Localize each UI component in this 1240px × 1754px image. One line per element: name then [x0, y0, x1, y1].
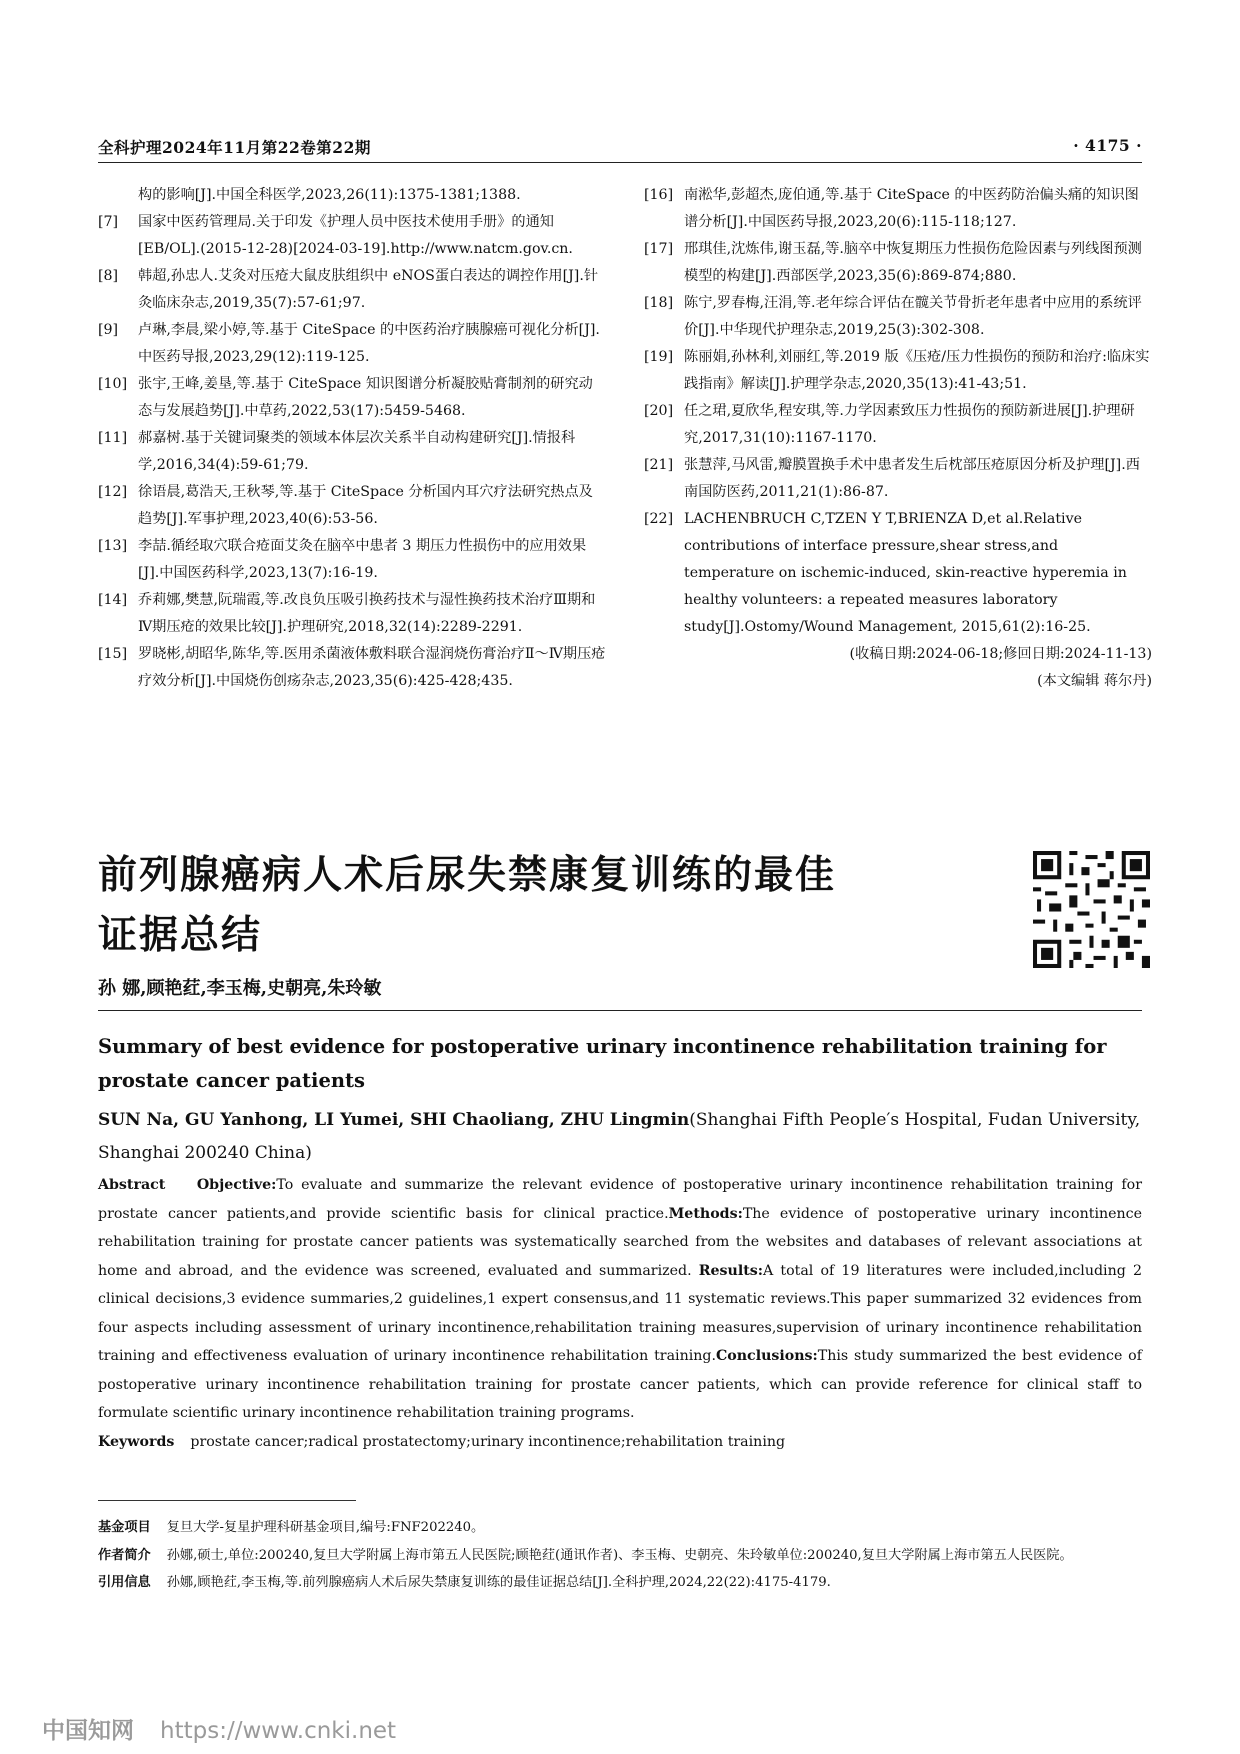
fund-note: 基金项目 复旦大学-复星护理科研基金项目,编号:FNF202240。 — [98, 1520, 485, 1535]
reference-item: [8] 韩超,孙忠人.艾灸对压疮大鼠皮肤组织中 eNOS蛋白表达的调控作用[J].针灸临床杂志,2019,35(7):57-61;97. — [98, 268, 599, 311]
reference-item: [13] 李喆.循经取穴联合疮面艾灸在脑卒中患者 3 期压力性损伤中的应用效果[J].中国医药科学,2023,13(7):16-19. — [98, 538, 587, 581]
affiliation-en: (Shanghai Fifth People′s Hospital, Fudan University, Shanghai 200240 China) — [98, 1110, 1141, 1163]
header-rule — [98, 162, 1142, 163]
footnotes — [98, 1514, 1142, 1597]
reference-item: [7] 国家中医药管理局.关于印发《护理人员中医技术使用手册》的通知[EB/OL].(2015-12-28)[2024-03-19].http://www.natcm.gov.cn. — [98, 214, 573, 257]
conclusions-label: Conclusions: — [715, 1348, 818, 1364]
cnki-url: https://www.cnki.net — [160, 1718, 397, 1744]
page-number: · 4175 · — [1073, 136, 1142, 155]
reference-item: [17] 邢琪佳,沈炼伟,谢玉磊,等.脑卒中恢复期压力性损伤危险因素与列线图预测模型的构建[J].西部医学,2023,35(6):869-874;880. — [644, 241, 1142, 284]
references-left-column — [98, 182, 606, 695]
citation-note: 引用信息 孙娜,顾艳荭,李玉梅,等.前列腺癌病人术后尿失禁康复训练的最佳证据总结[J].全科护理,2024,22(22):4175-4179. — [98, 1575, 831, 1590]
reference-item: [15] 罗晓彬,胡昭华,陈华,等.医用杀菌液体敷料联合湿润烧伤膏治疗Ⅱ～Ⅳ期压疮疗效分析[J].中国烧伤创疡杂志,2023,35(6):425-428;435. — [98, 646, 606, 689]
methods-text: The evidence of postoperative urinary incontinence rehabilitation training for prostate cancer patients was systematically searched from the websites and databases of relevant associations at home and abroad, and the evidence was screened, evaluated and summarized. — [98, 1205, 1142, 1279]
conclusions-text: This study summarized the best evidence of postoperative urinary incontinence rehabilitation training for prostate cancer patients, which can provide reference for clinical staff to formulate scientific urinary incontinence rehabilitation training programs. — [98, 1348, 1142, 1421]
reference-item: [12] 徐语晨,葛浩天,王秋琴,等.基于 CiteSpace 分析国内耳穴疗法研究热点及趋势[J].军事护理,2023,40(6):53-56. — [98, 484, 593, 527]
reference-item: [9] 卢琳,李晨,梁小婷,等.基于 CiteSpace 的中医药治疗胰腺癌可视化分析[J].中医药导报,2023,29(12):119-125. — [98, 322, 600, 365]
cnki-watermark — [42, 1712, 396, 1745]
keywords-text: prostate cancer;radical prostatectomy;urinary incontinence;rehabilitation training — [190, 1434, 786, 1450]
footnote-rule — [98, 1500, 356, 1501]
author-note: 作者简介 孙娜,硕士,单位:200240,复旦大学附属上海市第五人民医院;顾艳荭(通讯作者)、李玉梅、史朝亮、朱玲敏单位:200240,复旦大学附属上海市第五人民医院。 — [98, 1547, 1073, 1563]
results-label: Results: — [698, 1262, 764, 1279]
received-dates: (收稿日期:2024-06-18;修回日期:2024-11-13) — [849, 646, 1152, 662]
references-right-column — [644, 182, 1152, 695]
article-title-en: Summary of best evidence for postoperative urinary incontinence rehabilitation training for prostate cancer patients — [98, 1035, 1107, 1092]
reference-item: [22] LACHENBRUCH C,TZEN Y T,BRIENZA D,et al.Relative contributions of interface pressure,shear stress,and temperature on ischemic-induced, skin-reactive hyperemia in healthy volunteers: a repeated measures laboratory study[J].Ostomy/Wound Management, 2015,61(2):16-25. — [644, 511, 1127, 635]
author-names-en: SUN Na, GU Yanhong, LI Yumei, SHI Chaoliang, ZHU Lingmin — [98, 1110, 690, 1130]
objective-text: To evaluate and summarize the relevant evidence of postoperative urinary incontinence rehabilitation training for prostate cancer patients,and provide scientific basis for clinical practice. — [98, 1177, 1142, 1222]
reference-item: [11] 郝嘉树.基于关键词聚类的领域本体层次关系半自动构建研究[J].情报科学,2016,34(4):59-61;79. — [98, 430, 576, 473]
title-rule — [98, 1010, 1142, 1011]
results-text: A total of 19 literatures were included,including 2 clinical decisions,3 evidence summaries,2 guidelines,1 expert consensus,and 11 systematic reviews.This paper summarized 32 evidences from four aspects including assessment of urinary incontinence,rehabilitation training measures,supervision of urinary incontinence rehabilitation training and effectiveness evaluation of urinary incontinence rehabilitation training. — [98, 1262, 1142, 1364]
methods-label: Methods: — [668, 1205, 743, 1222]
reference-item: [16] 南淞华,彭超杰,庞伯通,等.基于 CiteSpace 的中医药防治偏头痛的知识图谱分析[J].中国医药导报,2023,20(6):115-118;127. — [644, 187, 1139, 230]
reference-item: [10] 张宇,王峰,姜垦,等.基于 CiteSpace 知识图谱分析凝胶贴膏制剂的研究动态与发展趋势[J].中草药,2022,53(17):5459-5468. — [98, 376, 593, 419]
authors-en — [98, 1104, 1142, 1170]
editor-note: (本文编辑 蒋尔丹) — [1037, 673, 1152, 689]
abstract — [98, 1171, 1142, 1428]
reference-item: 构的影响[J].中国全科医学,2023,26(11):1375-1381;1388. — [138, 187, 521, 203]
reference-item: [19] 陈丽娟,孙林利,刘丽红,等.2019 版《压疮/压力性损伤的预防和治疗:临床实践指南》解读[J].护理学杂志,2020,35(13):41-43;51. — [644, 349, 1150, 392]
authors-cn: 孙 娜,顾艳荭,李玉梅,史朝亮,朱玲敏 — [98, 978, 382, 999]
reference-item: [20] 任之珺,夏欣华,程安琪,等.力学因素致压力性损伤的预防新进展[J].护理研究,2017,31(10):1167-1170. — [644, 403, 1135, 446]
reference-item: [21] 张慧萍,马风雷,瓣膜置换手术中患者发生后枕部压疮原因分析及护理[J].西南国防医药,2011,21(1):86-87. — [644, 457, 1140, 500]
journal-issue: 全科护理2024年11月第22卷第22期 — [98, 138, 371, 157]
qr-code-icon — [1033, 851, 1150, 968]
reference-item: [14] 乔莉娜,樊慧,阮瑞霞,等.改良负压吸引换药技术与湿性换药技术治疗Ⅲ期和Ⅳ期压疮的效果比较[J].护理研究,2018,32(14):2289-2291. — [98, 592, 596, 635]
keywords-label: Keywords — [98, 1434, 175, 1450]
abstract-label: Abstract — [98, 1177, 166, 1193]
reference-item: [18] 陈宁,罗春梅,汪涓,等.老年综合评估在髋关节骨折老年患者中应用的系统评价[J].中华现代护理杂志,2019,25(3):302-308. — [644, 295, 1142, 338]
objective-label: Objective: — [196, 1177, 277, 1193]
article-title-cn: 前列腺癌病人术后尿失禁康复训练的最佳 证据总结 — [98, 853, 837, 958]
keywords — [98, 1434, 1142, 1450]
cnki-logo: 中国知网 — [42, 1718, 134, 1744]
